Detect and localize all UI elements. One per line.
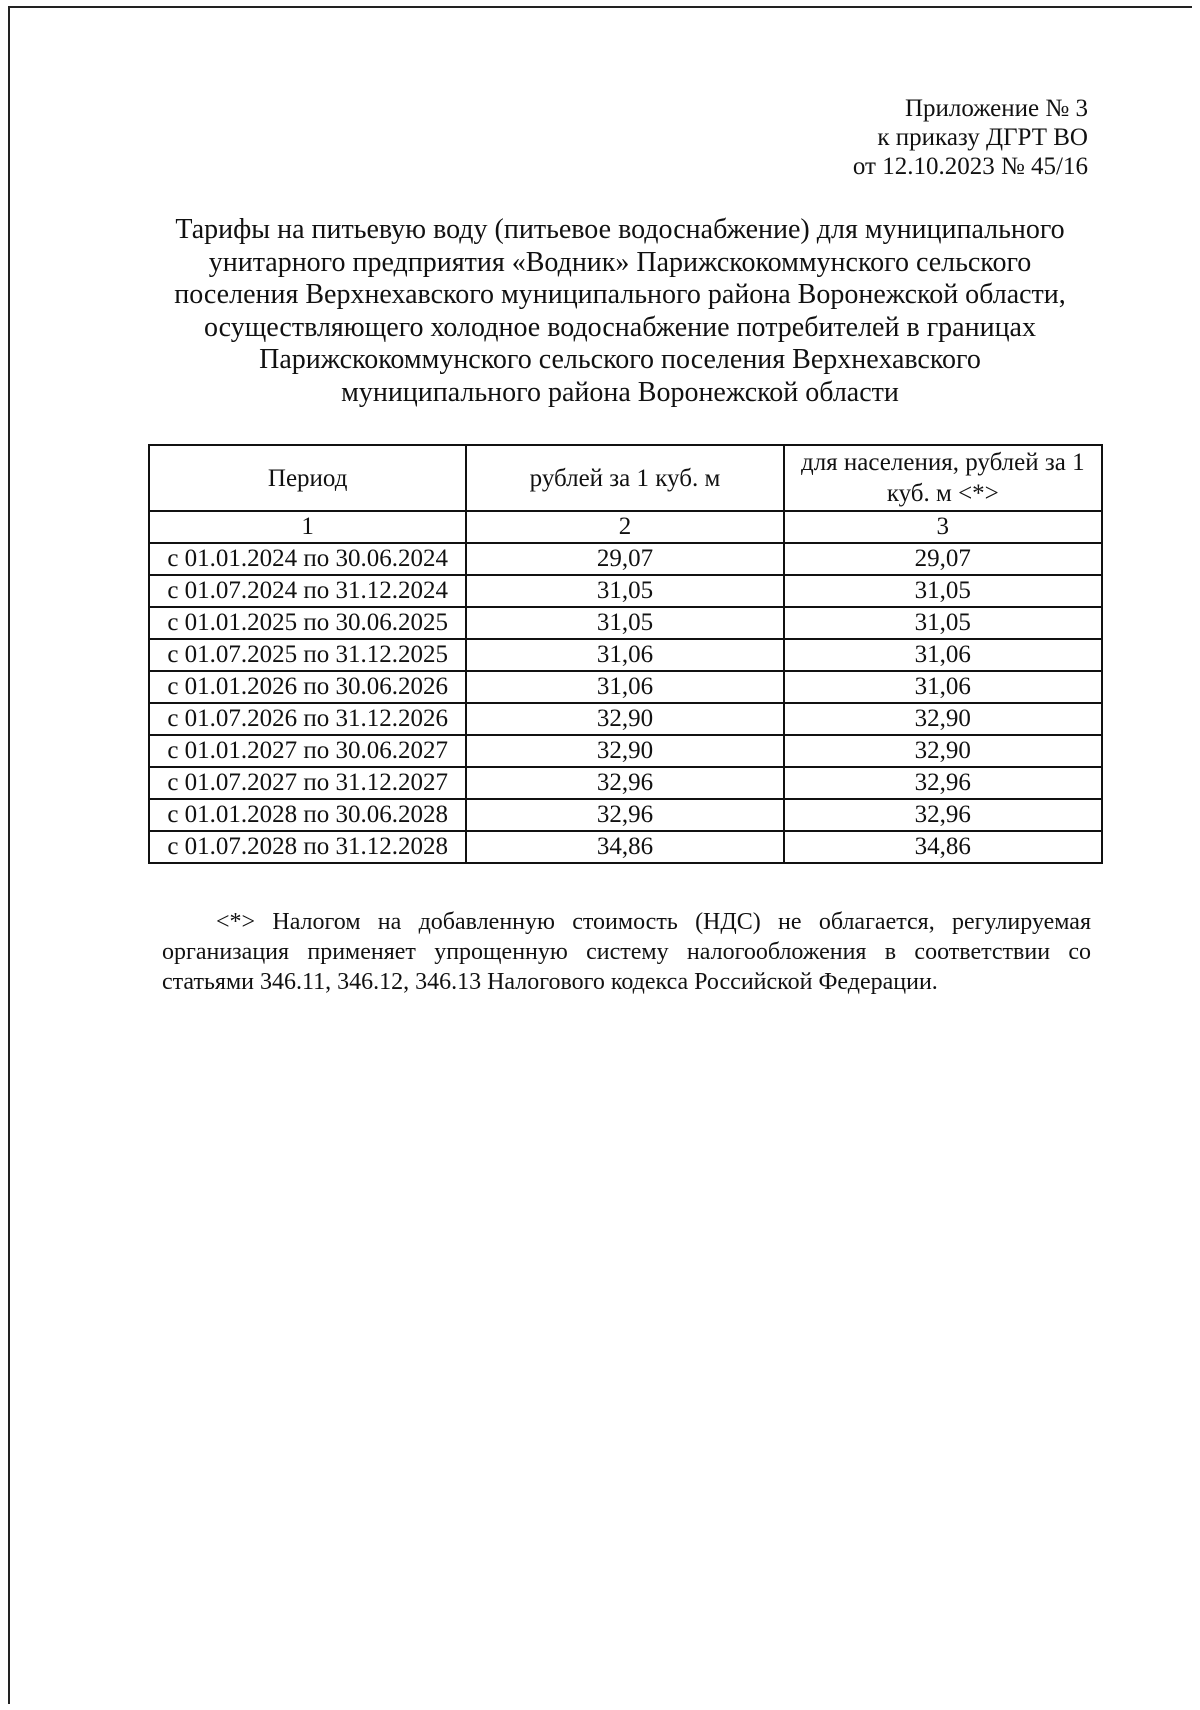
table-row (149, 575, 1102, 607)
header-rub-per-m3: рублей за 1 куб. м (466, 445, 783, 511)
title-line: муниципального района Воронежской области (341, 376, 899, 408)
table-row (149, 639, 1102, 671)
cell-population-rate: 31,06 (784, 639, 1102, 671)
cell-population-rate: 31,05 (784, 575, 1102, 607)
vat-footnote: <*> Налогом на добавленную стоимость (НДС) не облагается, регулируемая организация применяет упрощенную систему налогообложения в соответствии со статьями 346.11, 346.12, 346.13 Налогового кодекса Российской Федерации. (162, 909, 1091, 995)
cell-period: с 01.07.2025 по 31.12.2025 (149, 639, 466, 671)
cell-rate: 34,86 (466, 831, 783, 863)
table-row (149, 607, 1102, 639)
cell-rate: 29,07 (466, 543, 783, 575)
table-header-row (149, 445, 1102, 511)
table-row (149, 703, 1102, 735)
title-line: унитарного предприятия «Водник» Парижскокоммунского сельского (208, 246, 1032, 278)
cell-period: с 01.01.2027 по 30.06.2027 (149, 735, 466, 767)
column-number: 2 (466, 511, 783, 543)
column-number: 3 (784, 511, 1102, 543)
tariff-table (148, 444, 1103, 864)
table-body (149, 543, 1102, 863)
cell-rate: 31,06 (466, 639, 783, 671)
cell-population-rate: 31,05 (784, 607, 1102, 639)
cell-population-rate: 32,90 (784, 703, 1102, 735)
cell-population-rate: 34,86 (784, 831, 1102, 863)
cell-rate: 31,05 (466, 607, 783, 639)
cell-period: с 01.07.2028 по 31.12.2028 (149, 831, 466, 863)
cell-period: с 01.07.2027 по 31.12.2027 (149, 767, 466, 799)
cell-rate: 32,96 (466, 799, 783, 831)
title-line: Парижскокоммунского сельского поселения Верхнехавского (259, 344, 981, 375)
table-row (149, 543, 1102, 575)
cell-rate: 31,06 (466, 671, 783, 703)
cell-period: с 01.01.2028 по 30.06.2028 (149, 799, 466, 831)
table-row (149, 767, 1102, 799)
cell-period: с 01.01.2026 по 30.06.2026 (149, 671, 466, 703)
table-row (149, 735, 1102, 767)
header-population-rub-per-m3: для населения, рублей за 1 куб. м <*> (784, 445, 1102, 511)
table-row (149, 831, 1102, 863)
cell-rate: 31,05 (466, 575, 783, 607)
title-line: Тарифы на питьевую воду (питьевое водоснабжение) для муниципального (175, 214, 1065, 245)
column-number: 1 (149, 511, 466, 543)
cell-period: с 01.07.2024 по 31.12.2024 (149, 575, 466, 607)
cell-population-rate: 32,96 (784, 767, 1102, 799)
cell-population-rate: 31,06 (784, 671, 1102, 703)
cell-rate: 32,96 (466, 767, 783, 799)
table-row (149, 671, 1102, 703)
table-column-number-row (149, 511, 1102, 543)
cell-period: с 01.01.2024 по 30.06.2024 (149, 543, 466, 575)
cell-population-rate: 29,07 (784, 543, 1102, 575)
table-row (149, 799, 1102, 831)
appendix-order-date: от 12.10.2023 № 45/16 (852, 153, 1088, 180)
header-period: Период (149, 445, 466, 511)
title-line: поселения Верхнехавского муниципального района Воронежской области, (174, 279, 1066, 310)
cell-rate: 32,90 (466, 735, 783, 767)
cell-rate: 32,90 (466, 703, 783, 735)
cell-population-rate: 32,96 (784, 799, 1102, 831)
document-title (140, 214, 1100, 409)
cell-period: с 01.07.2026 по 31.12.2026 (149, 703, 466, 735)
appendix-number: Приложение № 3 (904, 95, 1088, 122)
cell-period: с 01.01.2025 по 30.06.2025 (149, 607, 466, 639)
appendix-order: к приказу ДГРТ ВО (877, 124, 1088, 151)
appendix-reference (853, 94, 1088, 181)
title-line: осуществляющего холодное водоснабжение потребителей в границах (203, 311, 1036, 343)
cell-population-rate: 32,90 (784, 735, 1102, 767)
